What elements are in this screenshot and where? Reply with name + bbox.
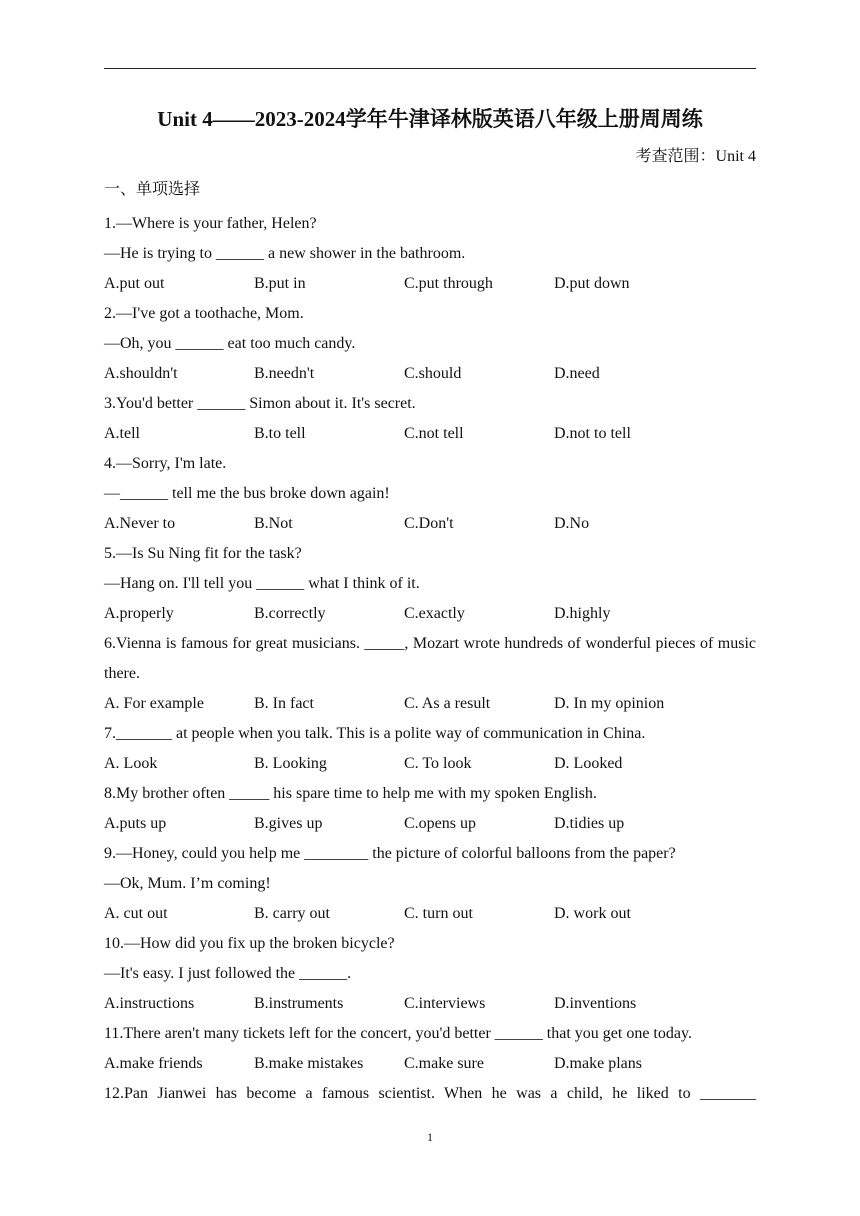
option-row xyxy=(104,509,756,539)
question-item xyxy=(104,1079,756,1109)
option-d: D.put down xyxy=(554,275,630,292)
option-a: A.puts up xyxy=(104,815,167,832)
option-d: D.highly xyxy=(554,605,611,622)
header-rule xyxy=(104,68,756,69)
option-b: B.put in xyxy=(254,275,306,292)
option-b: B.Not xyxy=(254,515,293,532)
option-a: A. Look xyxy=(104,755,158,772)
question-reply: —______ tell me the bus broke down again! xyxy=(104,485,390,502)
option-c: C.interviews xyxy=(404,995,486,1012)
question-item xyxy=(104,1019,756,1079)
option-row xyxy=(104,689,756,719)
question-stem: 3.You'd better ______ Simon about it. It's secret. xyxy=(104,395,416,412)
option-c: C. As a result xyxy=(404,695,491,712)
option-c: C. To look xyxy=(404,755,472,772)
option-a: A. cut out xyxy=(104,905,168,922)
option-row xyxy=(104,419,756,449)
option-b: B.correctly xyxy=(254,605,326,622)
question-stem: 2.—I've got a toothache, Mom. xyxy=(104,305,304,322)
question-reply: —Ok, Mum. I’m coming! xyxy=(104,875,271,892)
question-stem: 6.Vienna is famous for great musicians. _____, Mozart wrote hundreds of wonderful pieces of music there. xyxy=(104,635,756,682)
option-a: A.put out xyxy=(104,275,165,292)
question-item xyxy=(104,539,756,629)
question-stem: 12.Pan Jianwei has become a famous scientist. When he was a child, he liked to _______ xyxy=(104,1085,756,1102)
question-item xyxy=(104,209,756,299)
question-list xyxy=(104,209,756,1109)
question-stem: 1.—Where is your father, Helen? xyxy=(104,215,317,232)
option-c: C.Don't xyxy=(404,515,454,532)
option-row xyxy=(104,749,756,779)
option-b: B.gives up xyxy=(254,815,323,832)
option-c: C.opens up xyxy=(404,815,476,832)
option-b: B. carry out xyxy=(254,905,330,922)
option-b: B.make mistakes xyxy=(254,1055,364,1072)
page-title: Unit 4——2023-2024学年牛津译林版英语八年级上册周周练 xyxy=(157,107,703,131)
option-a: A.Never to xyxy=(104,515,176,532)
option-a: A.tell xyxy=(104,425,140,442)
option-d: D. Looked xyxy=(554,755,623,772)
question-stem: 5.—Is Su Ning fit for the task? xyxy=(104,545,302,562)
option-a: A.instructions xyxy=(104,995,195,1012)
option-a: A. For example xyxy=(104,695,204,712)
question-stem: 7._______ at people when you talk. This is a polite way of communication in China. xyxy=(104,725,646,742)
option-a: A.make friends xyxy=(104,1055,203,1072)
question-item xyxy=(104,929,756,1019)
section-heading: 一、单项选择 xyxy=(104,181,201,198)
question-item xyxy=(104,449,756,539)
question-reply: —Oh, you ______ eat too much candy. xyxy=(104,335,356,352)
option-a: A.shouldn't xyxy=(104,365,178,382)
option-row xyxy=(104,899,756,929)
question-stem: 4.—Sorry, I'm late. xyxy=(104,455,227,472)
option-d: D.No xyxy=(554,515,590,532)
option-c: C.exactly xyxy=(404,605,465,622)
option-b: B.needn't xyxy=(254,365,315,382)
question-stem: 11.There aren't many tickets left for the concert, you'd better ______ that you get one today. xyxy=(104,1025,692,1042)
option-c: C. turn out xyxy=(404,905,473,922)
option-d: D.make plans xyxy=(554,1055,642,1072)
option-c: C.should xyxy=(404,365,462,382)
option-row xyxy=(104,989,756,1019)
question-reply: —It's easy. I just followed the ______. xyxy=(104,965,352,982)
option-a: A.properly xyxy=(104,605,174,622)
option-c: C.make sure xyxy=(404,1055,484,1072)
option-d: D. work out xyxy=(554,905,631,922)
option-d: D.inventions xyxy=(554,995,637,1012)
question-item xyxy=(104,779,756,839)
option-row xyxy=(104,1049,756,1079)
option-row xyxy=(104,599,756,629)
question-item xyxy=(104,719,756,779)
option-d: D.tidies up xyxy=(554,815,625,832)
option-d: D. In my opinion xyxy=(554,695,665,712)
question-item xyxy=(104,299,756,389)
option-d: D.not to tell xyxy=(554,425,631,442)
option-c: C.not tell xyxy=(404,425,464,442)
question-stem: 8.My brother often _____ his spare time to help me with my spoken English. xyxy=(104,785,597,802)
question-item xyxy=(104,389,756,449)
option-b: B.instruments xyxy=(254,995,344,1012)
question-item xyxy=(104,839,756,929)
question-stem: 10.—How did you fix up the broken bicycle? xyxy=(104,935,395,952)
option-row xyxy=(104,359,756,389)
question-reply: —He is trying to ______ a new shower in the bathroom. xyxy=(104,245,466,262)
option-d: D.need xyxy=(554,365,600,382)
option-c: C.put through xyxy=(404,275,493,292)
question-stem: 9.—Honey, could you help me ________ the picture of colorful balloons from the paper? xyxy=(104,845,676,862)
page-number: 1 xyxy=(427,1130,433,1144)
option-row xyxy=(104,809,756,839)
option-b: B.to tell xyxy=(254,425,306,442)
option-b: B. In fact xyxy=(254,695,314,712)
option-row xyxy=(104,269,756,299)
question-reply: —Hang on. I'll tell you ______ what I think of it. xyxy=(104,575,420,592)
option-b: B. Looking xyxy=(254,755,327,772)
question-item xyxy=(104,629,756,719)
scope-label: 考查范围：Unit 4 xyxy=(635,148,756,165)
